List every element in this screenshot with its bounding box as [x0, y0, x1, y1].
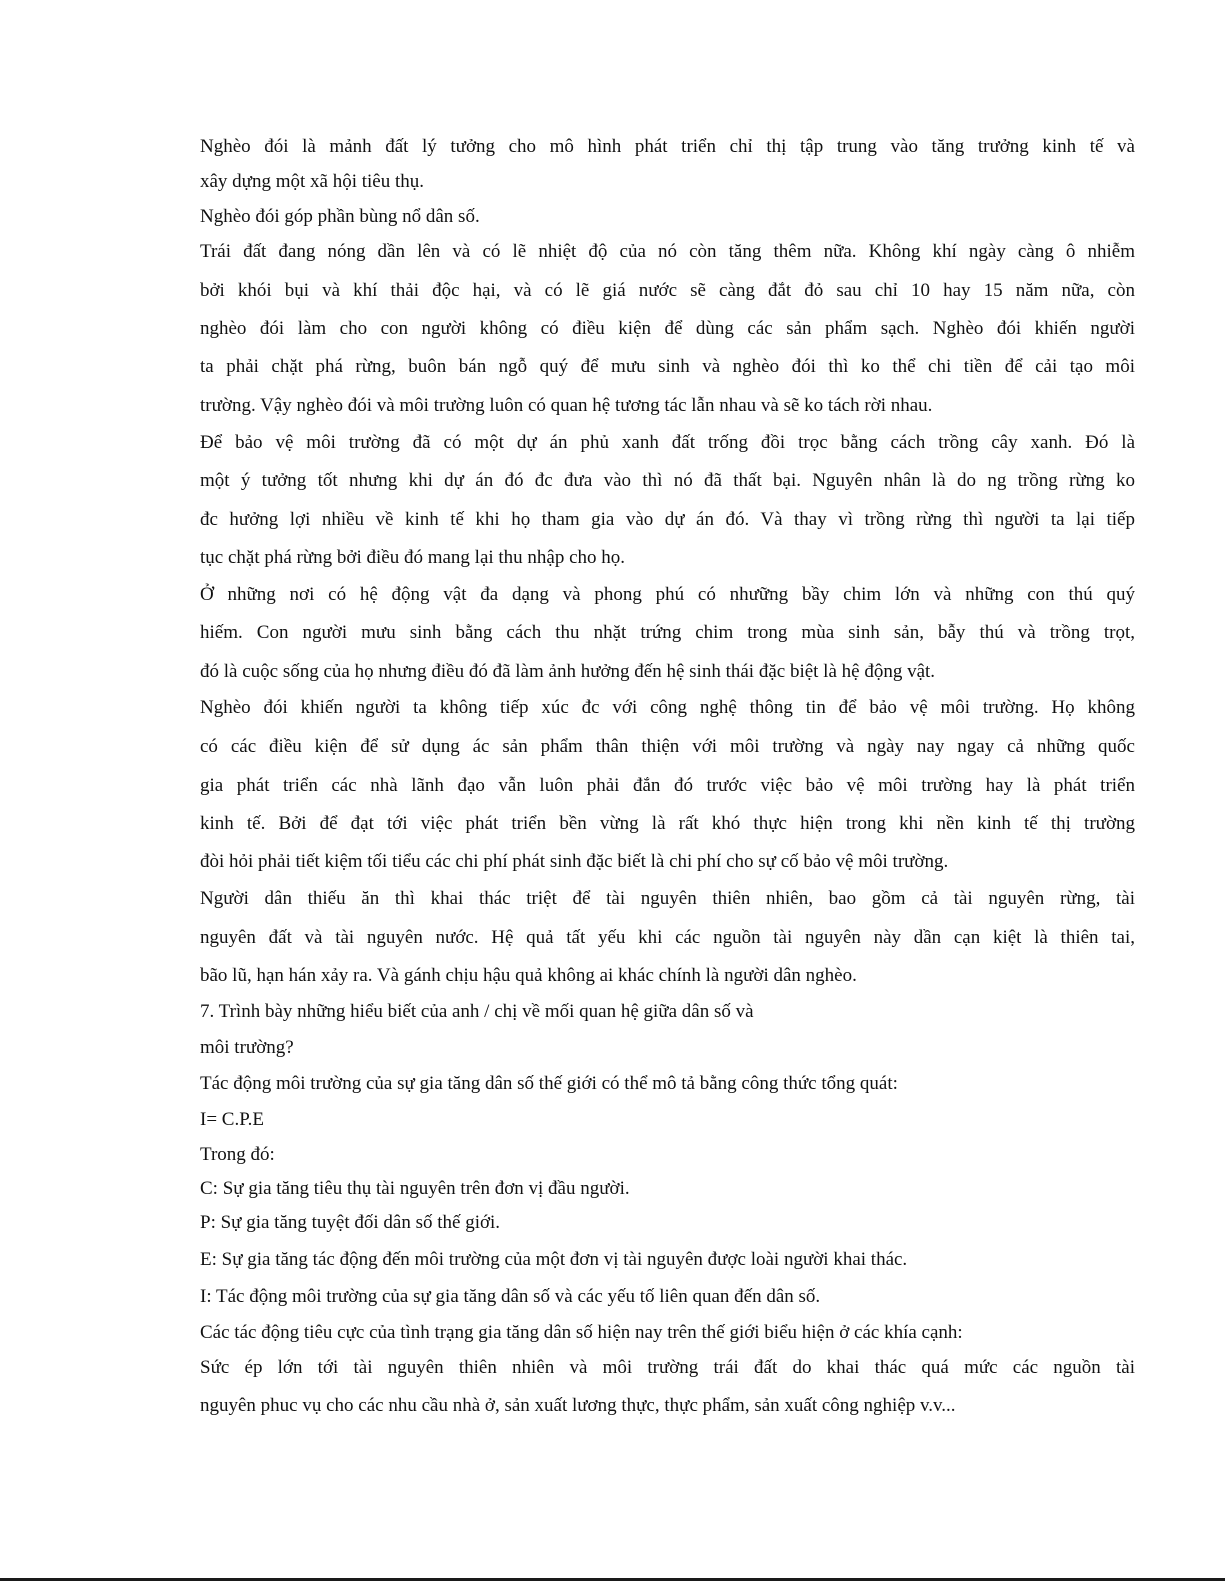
- paragraph-line: Nghèo đói góp phần bùng nổ dân số.: [200, 206, 480, 227]
- paragraph-line: Các tác động tiêu cực của tình trạng gia tăng dân số hiện nay trên thế giới biểu hiện ở các khía cạnh:: [200, 1322, 963, 1343]
- paragraph-line: Trái đất đang nóng dần lên và có lẽ nhiệt độ của nó còn tăng thêm nữa. Không khí ngày càng ô nhiễm: [200, 241, 1135, 262]
- paragraph-line: Tác động môi trường của sự gia tăng dân số thế giới có thể mô tả bằng công thức tổng quát:: [200, 1073, 898, 1094]
- paragraph-line: bởi khói bụi và khí thải độc hại, và có lẽ giá nước sẽ càng đắt đỏ sau chỉ 10 hay 15 năm nữa, còn: [200, 280, 1135, 301]
- paragraph-line: kinh tế. Bởi để đạt tới việc phát triển bền vừng là rất khó thực hiện trong khi nền kinh tế thị trường: [200, 813, 1135, 834]
- definition-line: E: Sự gia tăng tác động đến môi trường của một đơn vị tài nguyên được loài người khai thác.: [200, 1249, 908, 1270]
- question-heading: 7. Trình bày những hiểu biết của anh / chị về mối quan hệ giữa dân số và: [200, 1001, 754, 1022]
- paragraph-line: nguyên phuc vụ cho các nhu cầu nhà ở, sản xuất lương thực, thực phẩm, sản xuất công nghiệp v.v...: [200, 1395, 956, 1416]
- paragraph-line: Nghèo đói là mảnh đất lý tưởng cho mô hình phát triển chỉ thị tập trung vào tăng trưởng kinh tế và: [200, 136, 1135, 157]
- paragraph-line: bão lũ, hạn hán xảy ra. Và gánh chịu hậu quả không ai khác chính là người dân nghèo.: [200, 965, 857, 986]
- paragraph-line: Để bảo vệ môi trường đã có một dự án phủ xanh đất trống đồi trọc bằng cách trồng cây xanh. Đó là: [200, 432, 1135, 453]
- paragraph-line: nghèo đói làm cho con người không có điều kiện để dùng các sản phẩm sạch. Nghèo đói khiến người: [200, 318, 1135, 339]
- page-bottom-rule: [0, 1578, 1225, 1581]
- paragraph-line: một ý tưởng tốt nhưng khi dự án đó đc đưa vào thì nó đã thất bại. Nguyên nhân là do ng trồng rừng ko: [200, 470, 1135, 491]
- definition-line: P: Sự gia tăng tuyệt đối dân số thế giới.: [200, 1212, 501, 1233]
- question-heading: môi trường?: [200, 1037, 294, 1058]
- definition-line: C: Sự gia tăng tiêu thụ tài nguyên trên đơn vị đầu người.: [200, 1178, 630, 1199]
- paragraph-line: Trong đó:: [200, 1144, 275, 1165]
- paragraph-line: nguyên đất và tài nguyên nước. Hệ quả tất yếu khi các nguồn tài nguyên này dần cạn kiệt là thiên tai,: [200, 927, 1135, 948]
- paragraph-line: trường. Vậy nghèo đói và môi trường luôn có quan hệ tương tác lẫn nhau và sẽ ko tách rời nhau.: [200, 395, 933, 416]
- paragraph-line: Nghèo đói khiến người ta không tiếp xúc đc với công nghệ thông tin để bảo vệ môi trường. Họ không: [200, 697, 1135, 718]
- paragraph-line: xây dựng một xã hội tiêu thụ.: [200, 171, 425, 192]
- formula: I= C.P.E: [200, 1109, 265, 1130]
- paragraph-line: ta phải chặt phá rừng, buôn bán ngỗ quý để mưu sinh và nghèo đói thì ko thể chi tiền để cải tạo môi: [200, 356, 1135, 377]
- paragraph-line: hiếm. Con người mưu sinh bằng cách thu nhặt trứng chim trong mùa sinh sản, bẫy thú và trồng trọt,: [200, 622, 1135, 643]
- paragraph-line: tục chặt phá rừng bởi điều đó mang lại thu nhập cho họ.: [200, 547, 626, 568]
- paragraph-line: đó là cuộc sống của họ nhưng điều đó đã làm ảnh hưởng đến hệ sinh thái đặc biệt là hệ động vật.: [200, 661, 936, 682]
- paragraph-line: gia phát triển các nhà lãnh đạo vẫn luôn phải đắn đó trước việc bảo vệ môi trường hay là phát triển: [200, 775, 1135, 796]
- paragraph-line: Ở những nơi có hệ động vật đa dạng và phong phú có nhưững bầy chim lớn và những con thú quý: [200, 584, 1135, 605]
- paragraph-line: đòi hỏi phải tiết kiệm tối tiểu các chi phí phát sinh đặc biết là chi phí cho sự cố bảo vệ môi trường.: [200, 851, 949, 872]
- paragraph-line: Người dân thiếu ăn thì khai thác triệt để tài nguyên thiên nhiên, bao gồm cả tài nguyên rừng, tài: [200, 888, 1135, 909]
- paragraph-line: đc hưởng lợi nhiều về kinh tế khi họ tham gia vào dự án đó. Và thay vì trồng rừng thì người ta lại tiếp: [200, 509, 1135, 530]
- definition-line: I: Tác động môi trường của sự gia tăng dân số và các yếu tố liên quan đến dân số.: [200, 1286, 821, 1307]
- paragraph-line: Sức ép lớn tới tài nguyên thiên nhiên và môi trường trái đất do khai thác quá mức các nguồn tài: [200, 1357, 1135, 1378]
- paragraph-line: có các điều kiện để sử dụng ác sản phẩm thân thiện với môi trường và ngày nay ngay cả những quốc: [200, 736, 1135, 757]
